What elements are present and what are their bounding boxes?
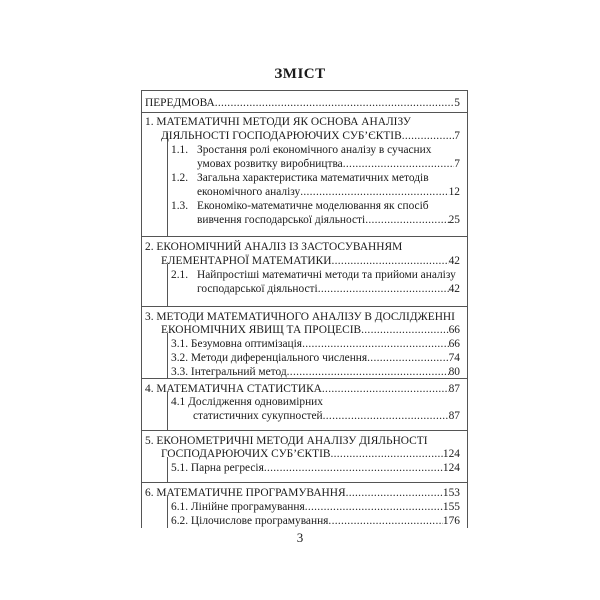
divider: [141, 306, 467, 308]
toc-entry-chapter-5[interactable]: ГОСПОДАРЮЮЧИХ СУБ’ЄКТІВ ..... 124: [161, 447, 460, 461]
divider: [167, 264, 168, 306]
page-number: 3: [296, 530, 304, 545]
divider: [167, 392, 168, 430]
chapter-1-title-line1[interactable]: 1. МАТЕМАТИЧНІ МЕТОДИ ЯК ОСНОВА АНАЛІЗУ: [145, 116, 411, 128]
section-4-1-line1[interactable]: 4.1 Дослідження одновимірних: [171, 396, 323, 408]
divider: [141, 430, 467, 432]
toc-entry-section-1-2[interactable]: економічного аналізу ..... 12: [197, 185, 460, 199]
section-1-1-line1[interactable]: 1.1. Зростання ролі економічного аналізу в сучасних: [171, 144, 432, 156]
section-1-3-line1[interactable]: 1.3. Економіко-математичне моделювання як спосіб: [171, 200, 429, 212]
toc-entry-section-1-3[interactable]: вивчення господарської діяльності ..... 25: [197, 213, 460, 227]
toc-entry-section-1-1[interactable]: умовах розвитку виробництва ..... 7: [197, 157, 460, 171]
chapter-2-title-line1[interactable]: 2. ЕКОНОМІЧНИЙ АНАЛІЗ ІЗ ЗАСТОСУВАННЯМ: [145, 241, 403, 253]
toc-entry-chapter-1[interactable]: ДІЯЛЬНОСТІ ГОСПОДАРЮЮЧИХ СУБ’ЄКТІВ ..... 7: [161, 129, 460, 143]
section-2-1-line1[interactable]: 2.1. Найпростіші математичні методи та прийоми аналізу: [171, 269, 456, 281]
toc-heading: ЗМІСТ: [274, 66, 326, 82]
chapter-3-title-line1[interactable]: 3. МЕТОДИ МАТЕМАТИЧНОГО АНАЛІЗУ В ДОСЛІДЖЕННІ: [145, 311, 455, 323]
divider: [141, 90, 467, 92]
divider: [141, 482, 467, 484]
divider: [167, 333, 168, 378]
toc-entry-section-3-2[interactable]: 3.2. Методи диференціального числення ..... 74: [171, 351, 460, 365]
divider: [141, 90, 142, 528]
toc-entry-chapter-3[interactable]: ЕКОНОМІЧНИХ ЯВИЩ ТА ПРОЦЕСІВ ..... 66: [161, 323, 460, 337]
toc-entry-chapter-6[interactable]: 6. МАТЕМАТИЧНЕ ПРОГРАМУВАННЯ ..... 153: [145, 486, 460, 500]
divider: [167, 496, 168, 528]
toc-entry-section-2-1[interactable]: господарської діяльності ..... 42: [197, 282, 460, 296]
divider: [141, 236, 467, 238]
divider: [467, 90, 468, 528]
toc-entry-section-4-1[interactable]: статистичних сукупностей ..... 87: [193, 409, 460, 423]
divider: [141, 112, 467, 114]
toc-entry-preface[interactable]: ПЕРЕДМОВА ..... 5: [145, 96, 460, 110]
toc-entry-section-5-1[interactable]: 5.1. Парна регресія ..... 124: [171, 461, 460, 475]
divider: [167, 133, 168, 236]
toc-entry-section-3-1[interactable]: 3.1. Безумовна оптимізація ..... 66: [171, 337, 460, 351]
toc-entry-section-6-1[interactable]: 6.1. Лінійне програмування ..... 155: [171, 500, 460, 514]
toc-entry-chapter-2[interactable]: ЕЛЕМЕНТАРНОЇ МАТЕМАТИКИ ..... 42: [161, 254, 460, 268]
toc-entry-section-3-3[interactable]: 3.3. Інтегральний метод ..... 80: [171, 365, 460, 379]
toc-entry-chapter-4[interactable]: 4. МАТЕМАТИЧНА СТАТИСТИКА ..... 87: [145, 382, 460, 396]
section-1-2-line1[interactable]: 1.2. Загальна характеристика математичних методів: [171, 172, 429, 184]
toc-entry-section-6-2[interactable]: 6.2. Цілочислове програмування ..... 176: [171, 514, 460, 528]
chapter-5-title-line1[interactable]: 5. ЕКОНОМЕТРИЧНІ МЕТОДИ АНАЛІЗУ ДІЯЛЬНОСТІ: [145, 435, 428, 447]
